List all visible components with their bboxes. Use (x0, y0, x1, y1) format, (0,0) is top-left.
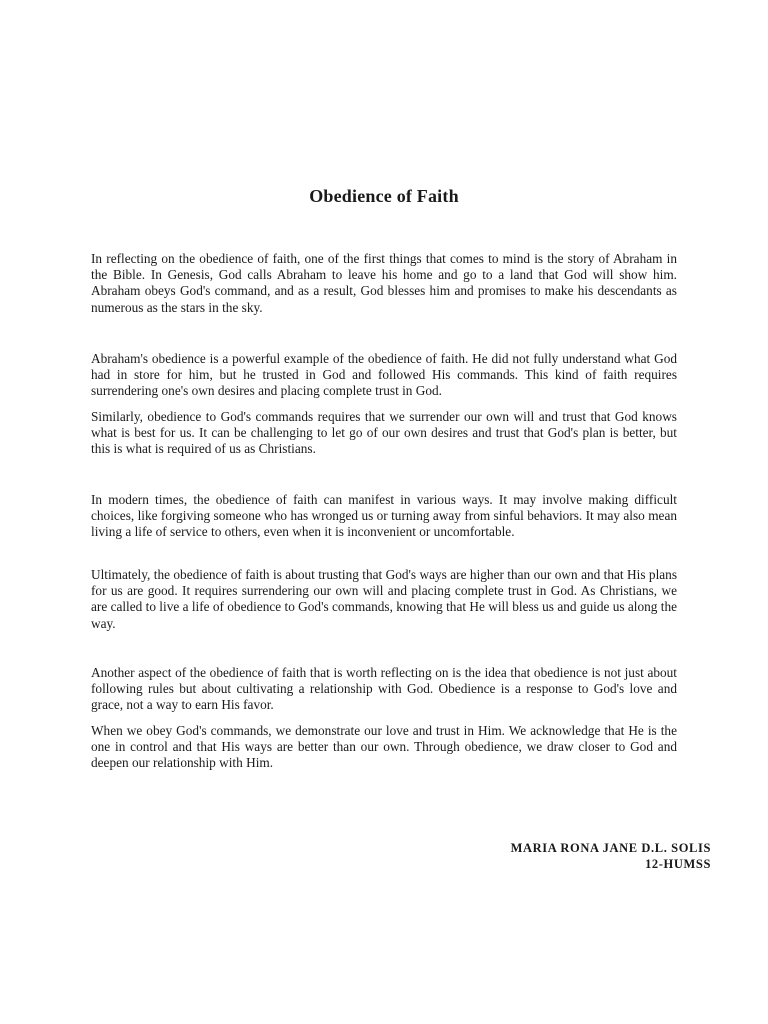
paragraph-7: When we obey God's commands, we demonstrate our love and trust in Him. We acknowledge that He is the one in control and that His ways are better than our own. Through obedience, we draw closer to God and deepen our relationship with Him. (91, 723, 677, 771)
document-title: Obedience of Faith (309, 186, 459, 206)
author-name: MARIA RONA JANE D.L. SOLIS (510, 841, 711, 855)
paragraph-6: Another aspect of the obedience of faith that is worth reflecting on is the idea that obedience is not just about following rules but about cultivating a relationship with God. Obedience is a response to God's love and grace, not a way to earn His favor. (91, 665, 677, 713)
author-section: 12-HUMSS (645, 857, 711, 871)
paragraph-4: In modern times, the obedience of faith can manifest in various ways. It may involve making difficult choices, like forgiving someone who has wronged us or turning away from sinful behaviors. It may also mean living a life of service to others, even when it is inconvenient or uncomfortable. (91, 492, 677, 540)
paragraph-2: Abraham's obedience is a powerful example of the obedience of faith. He did not fully understand what God had in store for him, but he trusted in God and followed His commands. This kind of faith requires surrendering one's own desires and placing complete trust in God. (91, 351, 677, 399)
paragraph-1: In reflecting on the obedience of faith, one of the first things that comes to mind is the story of Abraham in the Bible. In Genesis, God calls Abraham to leave his home and go to a land that God will show him. Abraham obeys God's command, and as a result, God blesses him and promises to make his descendants as numerous as the stars in the sky. (91, 251, 677, 315)
paragraph-5: Ultimately, the obedience of faith is about trusting that God's ways are higher than our own and that His plans for us are good. It requires surrendering our own will and placing complete trust in God. As Christians, we are called to live a life of obedience to God's commands, knowing that He will bless us and guide us along the way. (91, 567, 677, 631)
paragraph-3: Similarly, obedience to God's commands requires that we surrender our own will and trust that God knows what is best for us. It can be challenging to let go of our own desires and trust that God's plan is better, but this is what is required of us as Christians. (91, 409, 677, 457)
author-signature (511, 840, 711, 872)
